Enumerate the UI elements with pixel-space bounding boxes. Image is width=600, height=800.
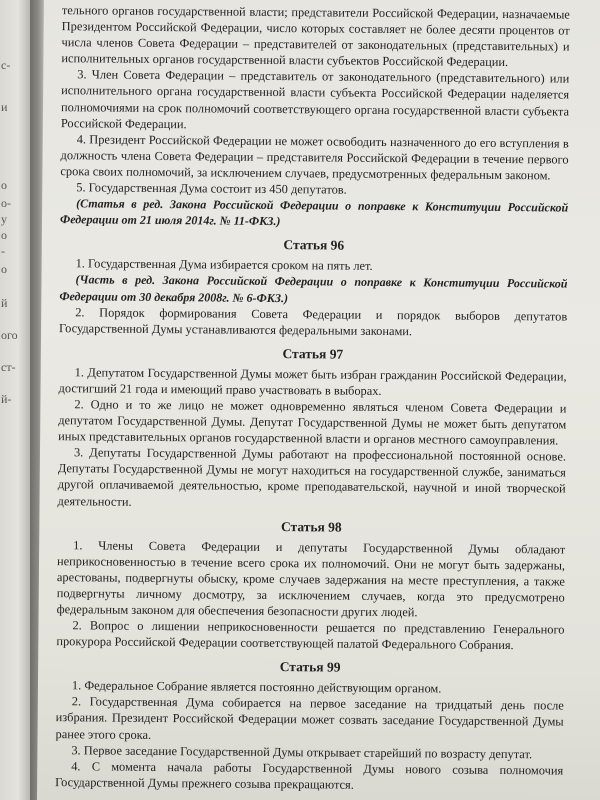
left-fragment: й xyxy=(1,296,8,310)
book-page xyxy=(37,0,600,800)
paragraph: 4. С момента начала работы Государственной Думы нового созыва полномочия Государственной Думы прежнего созыва прекращаются. xyxy=(55,759,564,792)
left-fragment: о xyxy=(1,178,7,192)
paragraph: тельного органов государственной власти; представители Российской Федерации, назначаемые Президентом Российской Федерации, число которых составляет не более десяти процентов от числа членов Совета Федерации – представителей от законодательных (представительных) и исполнительных органов государственной власти субъектов Российской Федерации. xyxy=(61,3,570,70)
paragraph: 2. Одно и то же лицо не может одновременно являться членом Совета Федерации и депутатом Государственной Думы. Депутат Государственной Думы не может быть депутатом иных представительных органов государственной власти и органов местного самоуправления. xyxy=(58,397,567,448)
paragraph: 3. Первое заседание Государственной Думы открывает старейший по возрасту депутат. xyxy=(71,742,533,761)
left-fragment: у xyxy=(1,212,7,226)
paragraph: 2. Государственная Дума собирается на первое заседание на тридцатый день после избрания. Президент Российской Федерации может созвать заседание Государственной Думы ранее этого срока. xyxy=(55,694,564,742)
paragraph: 5. Государственная Дума состоит из 450 депутатов. xyxy=(76,180,347,197)
paragraph: 1. Члены Совета Федерации и депутаты Государственной Думы обладают неприкосновенностью в течение всего срока их полномочий. Они не могут быть задержаны, арестованы, подвергнуты обыску, кроме случаев задержания на месте преступления, а также подвергнуты личному досмотру, за исключением случаев, когда это предусмотрено федеральным законом для обеспечения безопасности других людей. xyxy=(56,537,566,620)
paragraph: 2. Порядок формирования Совета Федерации и порядок выборов депутатов Государственной Думы устанавливаются федеральными законами. xyxy=(59,304,568,338)
paragraph: 3. Депутаты Государственной Думы работают на профессиональной постоянной основе. Депутаты Государственной Думы не могут находиться на государственной службе, заниматься другой оплачиваемой деятельностью, кроме преподавательской, научной и иной творческой деятельности. xyxy=(57,445,567,509)
paragraph: 3. Член Совета Федерации – представитель от законодательного (представительного) или исполнительного органа государственной власти субъекта Российской Федерации наделяется полномочиями на срок полномочий соответствующего органа государственной власти субъекта Российской Федерации. xyxy=(60,67,570,131)
left-fragment: о xyxy=(1,262,7,276)
article-title: Статья 98 xyxy=(280,518,342,535)
article-title: Статья 99 xyxy=(279,659,341,675)
paragraph: 1. Федеральное Собрание является постоянно действующим органом. xyxy=(71,678,442,696)
left-fragment: й- xyxy=(1,392,12,406)
left-fragment: - xyxy=(1,244,5,258)
paragraph: 1. Государственная Дума избирается сроком на пять лет. xyxy=(75,256,373,274)
left-fragment: ого xyxy=(1,328,18,342)
left-fragment: о- xyxy=(1,196,11,210)
paragraph: 1. Депутатом Государственной Думы может быть избран гражданин Российской Федерации, достигший 21 года и имеющий право участвовать в выборах. xyxy=(58,365,567,398)
page-text xyxy=(55,2,570,794)
paragraph: 2. Вопрос о лишении неприкосновенности решается по представлению Генерального прокурора Российской Федерации соответствующей палатой Федерального Собрания. xyxy=(56,618,565,653)
adjacent-page-edge xyxy=(0,0,30,800)
amendment-note: (Статья в ред. Закона Российской Федерации о поправке к Конституции Российской Федерации от 21 июля 2014г. № 11-ФКЗ.) xyxy=(59,196,569,229)
article-title: Статья 96 xyxy=(283,237,345,253)
amendment-note: (Часть в ред. Закона Российской Федерации о поправке к Конституции Российской Федерации от 30 декабря 2008г. № 6-ФКЗ.) xyxy=(59,272,568,305)
left-fragment: и xyxy=(1,100,8,114)
left-fragment: с- xyxy=(1,58,11,72)
left-fragment: о xyxy=(1,228,7,242)
paragraph: 4. Президент Российской Федерации не может освободить назначенного до его вступления в должность члена Совета Федерации – представителя Российской Федерации в течение первого срока своих полномочий, за исключением случаев, предусмотренных федеральным законом. xyxy=(60,132,569,183)
left-fragment: ст- xyxy=(1,360,16,374)
article-title: Статья 97 xyxy=(282,345,344,362)
